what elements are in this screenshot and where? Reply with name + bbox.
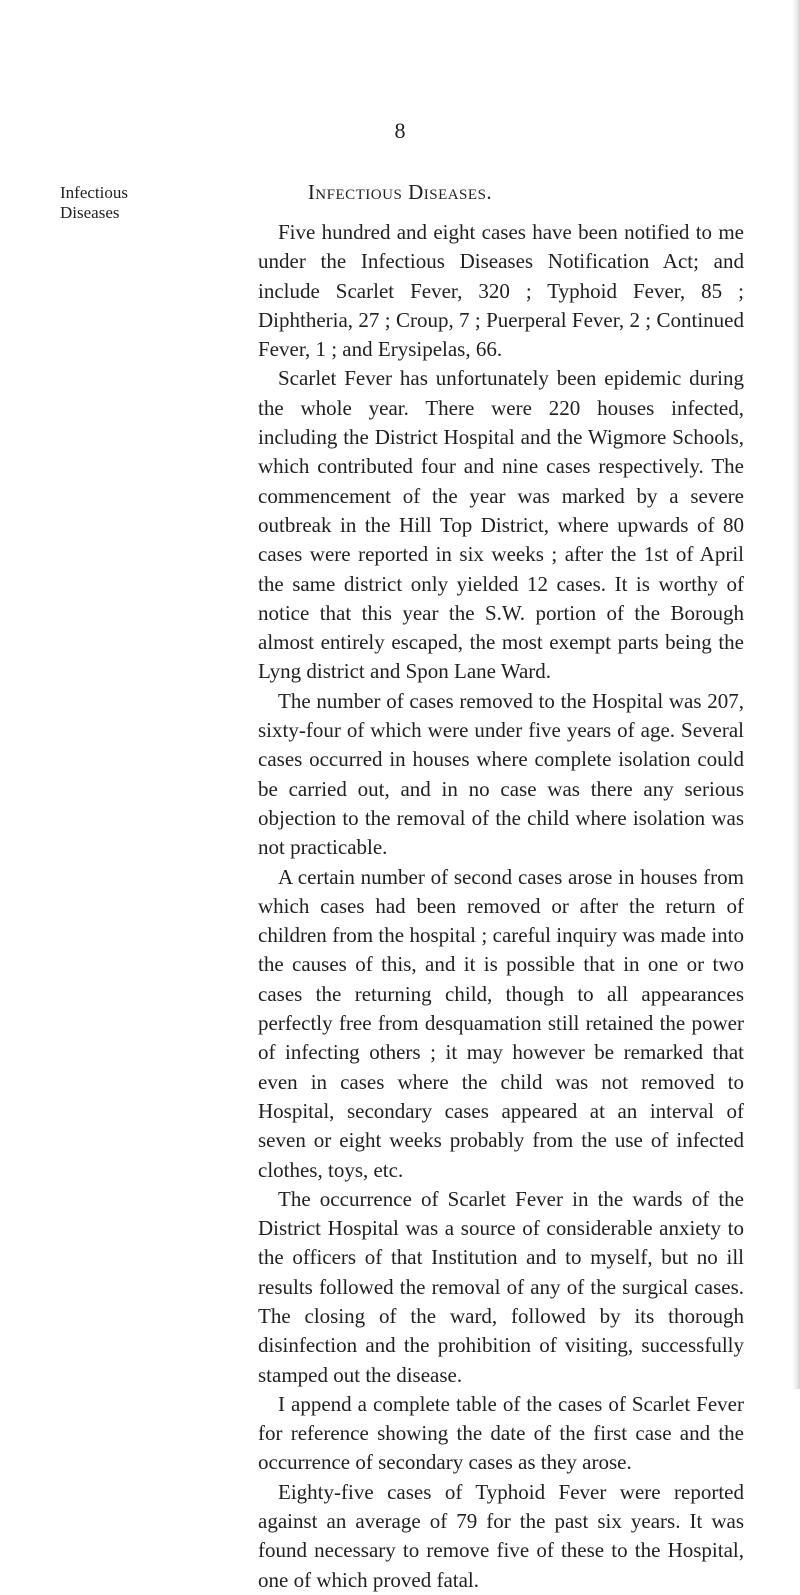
section-heading: Infectious Diseases. bbox=[307, 180, 493, 204]
paragraph: The number of cases removed to the Hospital was 207, sixty-four of which were under five years of age. Several cases occurred in houses where complete isolation could be carried out, and in no case was there any serious objection to the removal of the child where isolation was not practicable. bbox=[258, 688, 744, 860]
paragraph: Scarlet Fever has unfortunately been epidemic during the whole year. There were 220 houses infected, including the District Hospital and the Wigmore Schools, which contributed four and nine cases respectively. The commencement of the year was marked by a severe outbreak in the Hill Top District, where upwards of 80 cases were reported in six weeks ; after the 1st of April the same district only yielded 12 cases. It is worthy of notice that this year the S.W. portion of the Borough almost entirely escaped, the most exempt parts being the Lyng district and Spon Lane Ward. bbox=[258, 366, 744, 684]
margin-note-line: Diseases bbox=[60, 203, 120, 222]
paragraph: Eighty-five cases of Typhoid Fever were reported against an average of 79 for the past six years. It was found necessary to remove five of these to the Hospital, one of which proved fatal. bbox=[258, 1479, 744, 1592]
page-number: 8 bbox=[394, 118, 406, 143]
paragraph: A certain number of second cases arose in houses from which cases had been removed or after the return of children from the hospital ; careful inquiry was made into the causes of this, and it is possible that in one or two cases the returning child, though to all appearances perfectly free from desquamation still retained the power of infecting others ; it may however be remarked that even in cases where the child was not removed to Hospital, secondary cases appeared at an interval of seven or eight weeks probably from the use of infected clothes, toys, etc. bbox=[258, 864, 744, 1182]
body-text bbox=[258, 218, 744, 1595]
margin-note-line: Infectious bbox=[60, 183, 128, 202]
paragraph: The occurrence of Scarlet Fever in the wards of the District Hospital was a source of considerable anxiety to the officers of that Institution and to myself, but no ill results followed the removal of any of the surgical cases. The closing of the ward, followed by its thorough disinfection and the prohibition of visiting, successfully stamped out the disease. bbox=[258, 1186, 744, 1387]
paragraph: I append a complete table of the cases of Scarlet Fever for reference showing the date of the first case and the occurrence of secondary cases as they arose. bbox=[258, 1391, 744, 1475]
paragraph: Five hundred and eight cases have been notified to me under the Infectious Diseases Notification Act; and include Scarlet Fever, 320 ; Typhoid Fever, 85 ; Diphtheria, 27 ; Croup, 7 ; Puerperal Fever, 2 ; Continued Fever, 1 ; and Erysipelas, 66. bbox=[258, 220, 744, 362]
page-edge-shadow bbox=[792, 0, 800, 1389]
